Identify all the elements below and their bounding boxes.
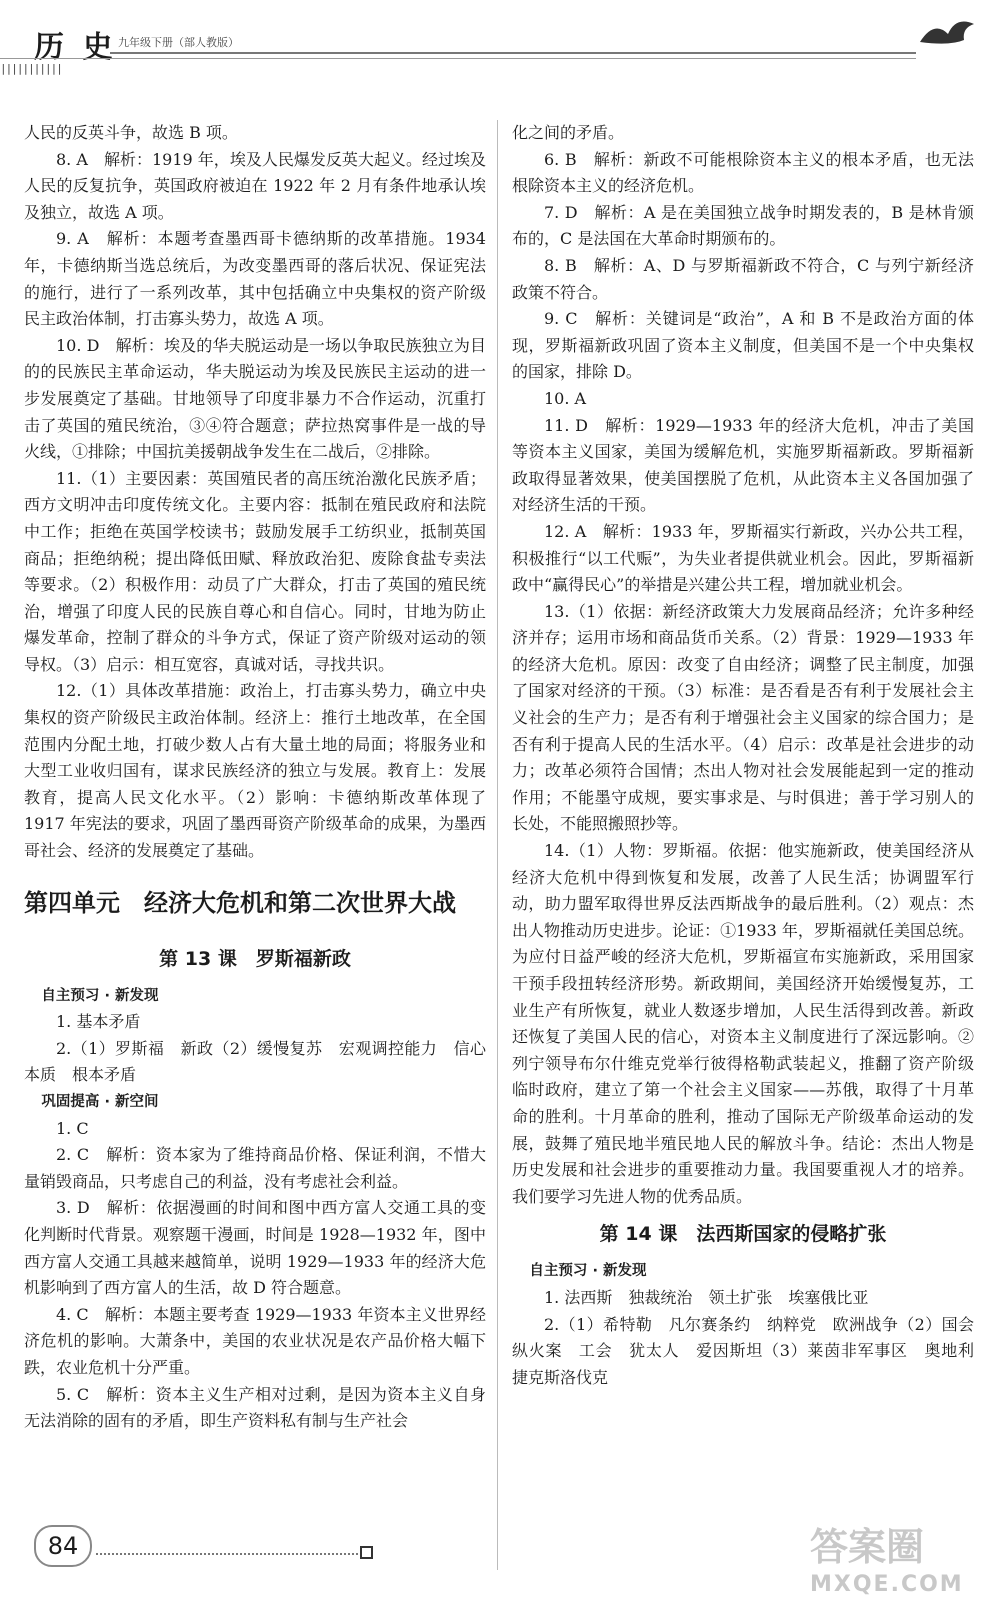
- answer-paragraph: 7. D 解析：A 是在美国独立战争时期发表的，B 是林肯颁布的，C 是法国在大革命时期颁布的。: [512, 202, 974, 249]
- section-heading: 巩固提高 · 新空间: [41, 1094, 159, 1110]
- header-subject: 历 史: [34, 30, 117, 65]
- answer-paragraph: 12. A 解析：1933 年，罗斯福实行新政，兴办公共工程，积极推行“以工代赈”，为失业者提供就业机会。因此，罗斯福新政中“赢得民心”的举措是兴建公共工程，增加就业机会。: [512, 521, 974, 595]
- answer-paragraph: 2.（1）希特勒 凡尔赛条约 纳粹党 欧洲战争（2）国会纵火案 工会 犹太人 爱因斯坦（3）莱茵非军事区 奥地利 捷克斯洛伐克: [512, 1314, 991, 1387]
- footer-dotted-line: [96, 1553, 358, 1555]
- watermark-url: MXQE.COM: [810, 1572, 964, 1597]
- header-rule-thin: [0, 58, 916, 59]
- answer-paragraph: 10. D 解析：埃及的华夫脱运动是一场以争取民族独立为目的的民族民主革命运动，华夫脱运动为埃及民族民主运动的进一步发展奠定了基础。甘地领导了印度非暴力不合作运动，沉重打击了英国的殖民统治，③④符合题意；萨拉热窝事件是一战的导火线，①排除；中国抗美援朝战争发生在二战后，②排除。: [24, 335, 486, 462]
- section-heading: 自主预习 · 新发现: [41, 987, 159, 1004]
- page-number: 84: [34, 1525, 92, 1567]
- unit-title: 第四单元 经济大危机和第二次世界大战: [24, 888, 456, 917]
- answer-paragraph: 8. B 解析：A、D 与罗斯福新政不符合，C 与列宁新经济政策不符合。: [512, 255, 974, 302]
- answer-paragraph: 8. A 解析：1919 年，埃及人民爆发反英大起义。经过埃及人民的反复抗争，英国政府被迫在 1922 年 2 月有条件地承认埃及独立，故选 A 项。: [24, 149, 486, 222]
- answer-paragraph: 人民的反英斗争，故选 B 项。: [24, 123, 238, 142]
- answer-paragraph: 1. 法西斯 独裁统治 领土扩张 埃塞俄比亚: [544, 1287, 869, 1307]
- answer-paragraph: 2. C 解析：资本家为了维持商品价格、保证利润，不惜大量销毁商品，只考虑自己的利益，没有考虑社会利益。: [24, 1145, 486, 1191]
- left-column: [24, 120, 503, 1435]
- answer-paragraph: 4. C 解析：本题主要考查 1929—1933 年资本主义世界经济危机的影响。大萧条中，美国的农业状况是农产品价格大幅下跌，农业危机十分严重。: [24, 1304, 486, 1377]
- lesson-title: 第 14 课 法西斯国家的侵略扩张: [599, 1223, 887, 1246]
- column-divider: [497, 120, 498, 1570]
- answer-paragraph: 化之间的矛盾。: [512, 123, 625, 142]
- section-heading: 自主预习 · 新发现: [529, 1263, 647, 1280]
- watermark: [810, 1525, 964, 1604]
- answer-paragraph: 9. A 解析：本题考查墨西哥卡德纳斯的改革措施。1934 年，卡德纳斯当选总统后，为改变墨西哥的落后状况、保证宪法的施行，进行了一系列改革，其中包括确立中央集权的资产阶级民主政治体制，打击寡头势力，故选 A 项。: [24, 229, 486, 329]
- footer-square-icon: [360, 1546, 373, 1559]
- answer-paragraph: 2.（1）罗斯福 新政（2）缓慢复苏 宏观调控能力 信心 本质 根本矛盾: [24, 1038, 503, 1085]
- answer-paragraph: 10. A: [544, 388, 587, 408]
- decorative-ornament-icon: [918, 12, 978, 50]
- answer-paragraph: 11. D 解析：1929—1933 年的经济大危机，冲击了美国等资本主义国家，美国为缓解危机，实施罗斯福新政。罗斯福新政取得显著效果，使美国摆脱了危机，从此资本主义各国加强了对经济生活的干预。: [512, 415, 974, 515]
- answer-paragraph: 5. C 解析：资本主义生产相对过剩，是因为资本主义自身无法消除的固有的矛盾，即生产资料私有制与生产社会: [24, 1384, 486, 1431]
- answer-paragraph: 6. B 解析：新政不可能根除资本主义的根本矛盾，也无法根除资本主义的经济危机。: [512, 149, 974, 196]
- header-rule: [110, 52, 916, 54]
- header-tick-marks: |||||||||||: [0, 62, 62, 75]
- answer-paragraph: 3. D 解析：依据漫画的时间和图中西方富人交通工具的变化判断时代背景。观察题干漫画，时间是 1928—1932 年，图中西方富人交通工具越来越简单，说明 1929—1933 年的经济大危机影响到了西方富人的生活，故 D 符合题意。: [24, 1198, 486, 1298]
- answer-paragraph: 11.（1）主要因素：英国殖民者的高压统治激化民族矛盾；西方文明冲击印度传统文化。主要内容：抵制在殖民政府和法院中工作；拒绝在英国学校读书；鼓励发展手工纺织业，抵制英国商品；拒绝纳税；提出降低田赋、释放政治犯、废除食盐专卖法等要求。（2）积极作用：动员了广大群众，打击了英国的殖民统治，增强了印度人民的民族自尊心和自信心。同时，甘地为防止爆发革命，控制了群众的斗争方式，保证了资产阶级对运动的领导权。（3）启示：相互宽容，真诚对话，寻找共识。: [24, 468, 486, 674]
- answer-paragraph: 13.（1）依据：新经济政策大力发展商品经济；允许多种经济并存；运用市场和商品货币关系。（2）背景：1929—1933 年的经济大危机。原因：改变了自由经济；调整了民主制度，加强了国家对经济的干预。（3）标准：是否看是否有利于发展社会主义社会的生产力；是否有利于增强社会主义国家的综合国力；是否有利于提高人民的生活水平。（4）启示：改革是社会进步的动力；改革必须符合国情；杰出人物对社会发展能起到一定的推动作用；不能墨守成规，要实事求是、与时俱进；善于学习别人的长处，不能照搬照抄等。: [512, 601, 974, 834]
- page-header: [0, 0, 996, 75]
- answer-paragraph: 12.（1）具体改革措施：政治上，打击寡头势力，确立中央集权的资产阶级民主政治体制。经济上：推行土地改革，在全国范围内分配土地，打破少数人占有大量土地的局面；将服务业和大型工业收归国有，谋求民族经济的独立与发展。教育上：发展教育，提高人民文化水平。（2）影响：卡德纳斯改革体现了 1917 年宪法的要求，巩固了墨西哥资产阶级革命的成果，为墨西哥社会、经济的发展奠定了基础。: [24, 681, 486, 861]
- answer-paragraph: 9. C 解析：关键词是“政治”，A 和 B 不是政治方面的体现，罗斯福新政巩固了资本主义制度，但美国不是一个中央集权的国家，排除 D。: [512, 309, 974, 382]
- lesson-title: 第 13 课 罗斯福新政: [159, 947, 351, 970]
- watermark-text: 答案圈: [810, 1525, 925, 1569]
- answer-paragraph: 1. C: [56, 1118, 89, 1138]
- answer-paragraph: 14.（1）人物：罗斯福。依据：他实施新政，使美国经济从经济大危机中得到恢复和发展，改善了人民生活；协调盟军行动，助力盟军取得世界反法西斯战争的最后胜利。（2）观点：杰出人物推动历史进步。论证：①1933 年，罗斯福就任美国总统。为应付日益严峻的经济大危机，罗斯福宣布实施新政，采用国家干预手段扭转经济形势。新政期间，美国经济开始缓慢复苏，工业生产有所恢复，就业人数逐步增加，人民生活得到改善。新政还恢复了美国人民的信心，对资本主义制度进行了深远影响。②列宁领导布尔什维克党举行彼得格勒武装起义，推翻了资产阶级临时政府，建立了第一个社会主义国家——苏俄，取得了十月革命的胜利。十月革命的胜利，推动了国际无产阶级革命运动的发展，鼓舞了殖民地半殖民地人民的解放斗争。结论：杰出人物是历史发展和社会进步的重要推动力量。我国要重视人才的培养。我们要学习先进人物的优秀品质。: [512, 841, 974, 1206]
- header-edition: 九年级下册（部人教版）: [118, 36, 239, 49]
- right-column: [512, 120, 991, 1391]
- answer-paragraph: 1. 基本矛盾: [56, 1012, 141, 1032]
